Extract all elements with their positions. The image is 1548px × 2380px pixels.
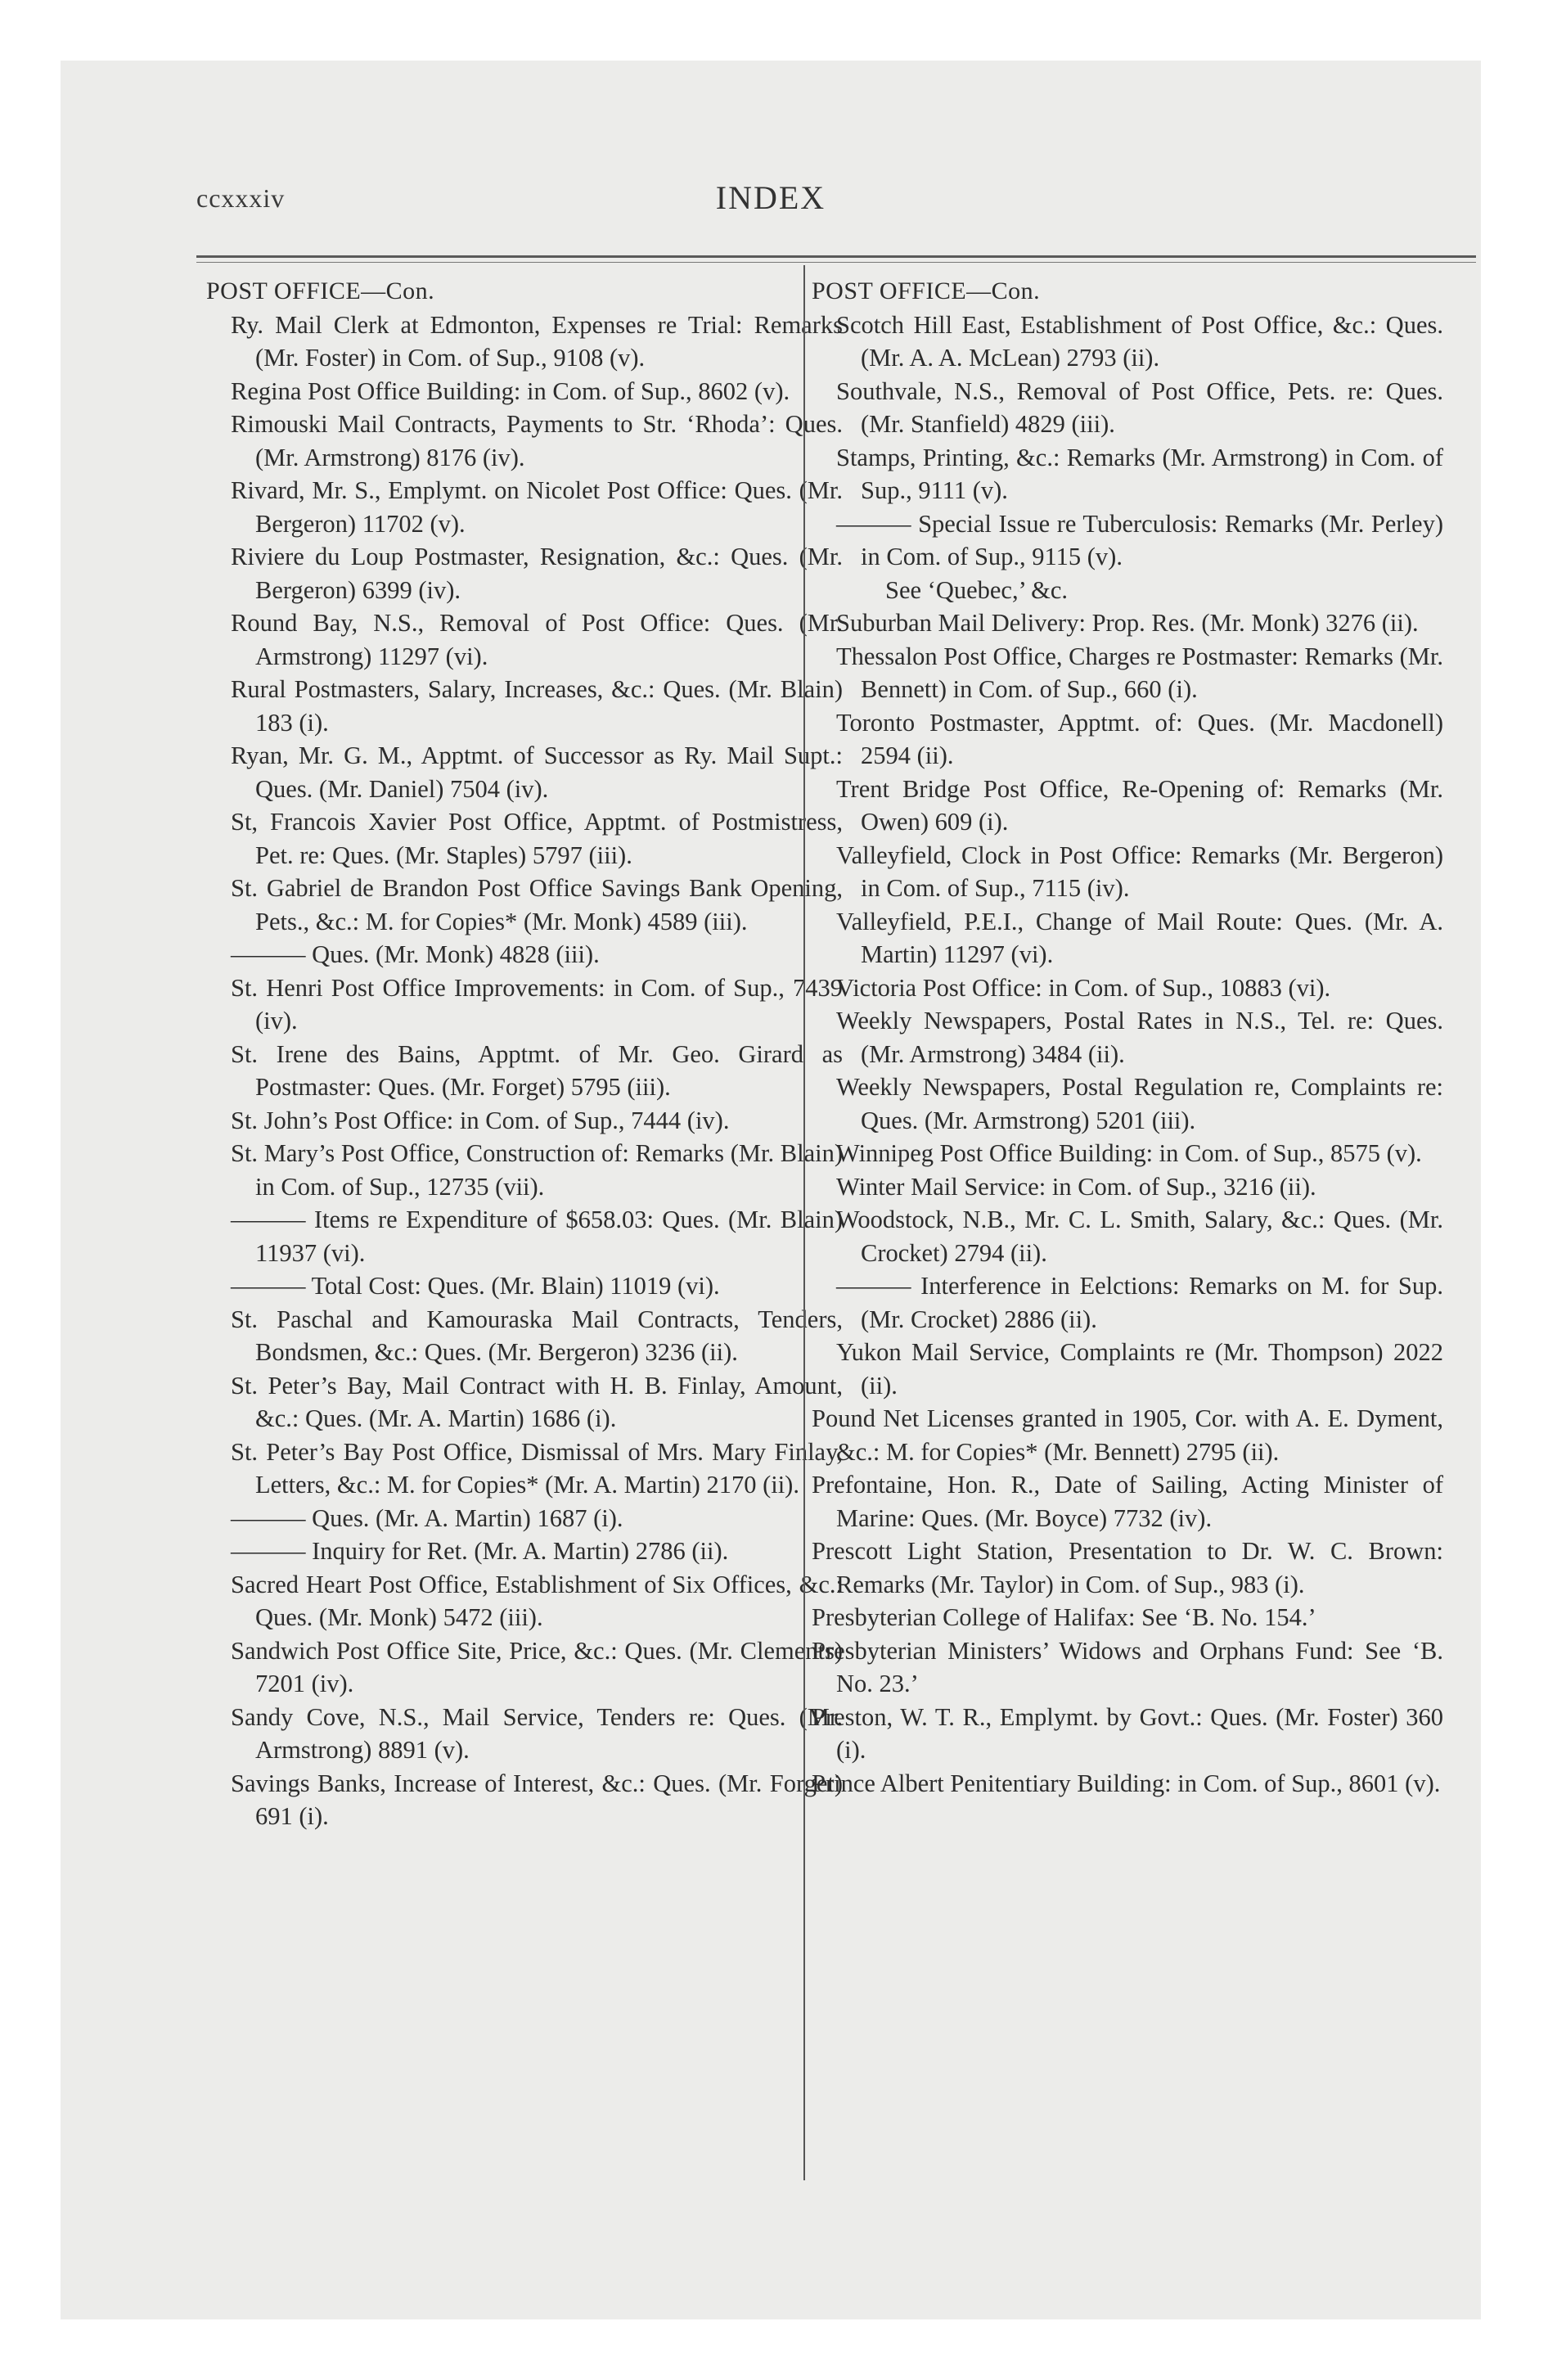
index-entry: St. Henri Post Office Improvements: in Com. of Sup., 7439 (iv). bbox=[231, 973, 843, 1034]
index-entry: ——— Special Issue re Tuberculosis: Remarks (Mr. Perley) in Com. of Sup., 9115 (v). bbox=[836, 509, 1443, 570]
index-entry: ——— Ques. (Mr. Monk) 4828 (iii). bbox=[231, 940, 600, 968]
index-entry: St. Gabriel de Brandon Post Office Savings Bank Opening, Pets., &c.: M. for Copies* (Mr. Monk) 4589 (iii). bbox=[231, 874, 843, 935]
index-entry: Winter Mail Service: in Com. of Sup., 3216 (ii). bbox=[836, 1172, 1316, 1201]
index-entry: St. John’s Post Office: in Com. of Sup., 7444 (iv). bbox=[231, 1106, 730, 1134]
index-page bbox=[61, 61, 1481, 2319]
index-entry: Southvale, N.S., Removal of Post Office, Pets. re: Ques. (Mr. Stanfield) 4829 (iii). bbox=[836, 376, 1443, 438]
index-entry: St. Paschal and Kamouraska Mail Contracts, Tenders, Bondsmen, &c.: Ques. (Mr. Bergeron) 3236 (ii). bbox=[231, 1305, 843, 1366]
index-entry: ——— Interference in Eelctions: Remarks on M. for Sup. (Mr. Crocket) 2886 (ii). bbox=[836, 1272, 1443, 1333]
index-entry: Rivard, Mr. S., Emplymt. on Nicolet Post Office: Ques. (Mr. Bergeron) 11702 (v). bbox=[231, 476, 843, 538]
right-column bbox=[812, 275, 1443, 1800]
index-entry: Stamps, Printing, &c.: Remarks (Mr. Armstrong) in Com. of Sup., 9111 (v). bbox=[836, 443, 1443, 504]
index-entry: Regina Post Office Building: in Com. of Sup., 8602 (v). bbox=[231, 376, 790, 405]
page-number: ccxxxiv bbox=[196, 183, 286, 213]
index-entry: Toronto Postmaster, Apptmt. of: Ques. (Mr. Macdonell) 2594 (ii). bbox=[836, 708, 1443, 769]
index-entry: Presbyterian Ministers’ Widows and Orphans Fund: See ‘B. No. 23.’ bbox=[812, 1636, 1443, 1697]
index-entry: Ryan, Mr. G. M., Apptmt. of Successor as Ry. Mail Supt.: Ques. (Mr. Daniel) 7504 (iv). bbox=[231, 741, 843, 803]
header-rule bbox=[196, 255, 1476, 263]
index-entry: Weekly Newspapers, Postal Rates in N.S., Tel. re: Ques. (Mr. Armstrong) 3484 (ii). bbox=[836, 1007, 1443, 1068]
index-entry: Presbyterian College of Halifax: See ‘B. No. 154.’ bbox=[812, 1603, 1316, 1631]
index-entry: Savings Banks, Increase of Interest, &c.: Ques. (Mr. Forget) 691 (i). bbox=[231, 1769, 843, 1830]
right-column-heading: POST OFFICE—Con. bbox=[812, 277, 1041, 304]
index-entry: Suburban Mail Delivery: Prop. Res. (Mr. Monk) 3276 (ii). bbox=[836, 609, 1419, 637]
index-entry: Round Bay, N.S., Removal of Post Office: Ques. (Mr. Armstrong) 11297 (vi). bbox=[231, 609, 843, 670]
index-entry: ——— Inquiry for Ret. (Mr. A. Martin) 2786 (ii). bbox=[231, 1537, 729, 1565]
index-entry: ——— Ques. (Mr. A. Martin) 1687 (i). bbox=[231, 1503, 623, 1532]
index-entry: Woodstock, N.B., Mr. C. L. Smith, Salary, &c.: Ques. (Mr. Crocket) 2794 (ii). bbox=[836, 1206, 1443, 1267]
index-entry: Winnipeg Post Office Building: in Com. of Sup., 8575 (v). bbox=[836, 1139, 1422, 1167]
index-entry: Valleyfield, Clock in Post Office: Remarks (Mr. Bergeron) in Com. of Sup., 7115 (iv). bbox=[836, 841, 1443, 902]
running-title: INDEX bbox=[715, 179, 826, 216]
index-entry: Rural Postmasters, Salary, Increases, &c.: Ques. (Mr. Blain) 183 (i). bbox=[231, 675, 843, 737]
index-entry: Scotch Hill East, Establishment of Post Office, &c.: Ques. (Mr. A. A. McLean) 2793 (ii). bbox=[836, 310, 1443, 372]
index-entry: Prescott Light Station, Presentation to Dr. W. C. Brown: Remarks (Mr. Taylor) in Com. of Sup., 983 (i). bbox=[812, 1537, 1443, 1598]
right-entry-list bbox=[812, 309, 1443, 1801]
left-column-heading: POST OFFICE—Con. bbox=[206, 277, 435, 304]
index-entry: Victoria Post Office: in Com. of Sup., 10883 (vi). bbox=[836, 973, 1331, 1002]
index-entry: ——— Total Cost: Ques. (Mr. Blain) 11019 (vi). bbox=[231, 1272, 720, 1300]
index-entry: Yukon Mail Service, Complaints re (Mr. Thompson) 2022 (ii). bbox=[836, 1338, 1443, 1400]
column-divider bbox=[803, 265, 805, 2180]
index-entry: Sacred Heart Post Office, Establishment of Six Offices, &c.: Ques. (Mr. Monk) 5472 (iii). bbox=[231, 1570, 843, 1631]
index-entry: St. Mary’s Post Office, Construction of: Remarks (Mr. Blain) in Com. of Sup., 12735 (vii). bbox=[231, 1139, 843, 1201]
index-entry: Weekly Newspapers, Postal Regulation re, Complaints re: Ques. (Mr. Armstrong) 5201 (iii). bbox=[836, 1073, 1443, 1134]
index-entry: St. Irene des Bains, Apptmt. of Mr. Geo. Girard as Postmaster: Ques. (Mr. Forget) 5795 (iii). bbox=[231, 1039, 843, 1101]
index-entry: Preston, W. T. R., Emplymt. by Govt.: Ques. (Mr. Foster) 360 (i). bbox=[812, 1702, 1443, 1764]
index-entry: Valleyfield, P.E.I., Change of Mail Route: Ques. (Mr. A. Martin) 11297 (vi). bbox=[836, 907, 1443, 968]
page-header bbox=[61, 179, 1481, 232]
index-entry: St. Peter’s Bay Post Office, Dismissal of Mrs. Mary Finlay, Letters, &c.: M. for Copies* (Mr. A. Martin) 2170 (ii). bbox=[231, 1437, 843, 1499]
index-entry: Rimouski Mail Contracts, Payments to Str. ‘Rhoda’: Ques. (Mr. Armstrong) 8176 (iv). bbox=[231, 410, 843, 471]
index-entry: Pound Net Licenses granted in 1905, Cor. with A. E. Dyment, &c.: M. for Copies* (Mr. Bennett) 2795 (ii). bbox=[812, 1404, 1443, 1466]
index-entry: Thessalon Post Office, Charges re Postmaster: Remarks (Mr. Bennett) in Com. of Sup., 660 (i). bbox=[836, 642, 1443, 703]
index-entry: Prefontaine, Hon. R., Date of Sailing, Acting Minister of Marine: Ques. (Mr. Boyce) 7732 (iv). bbox=[812, 1471, 1443, 1532]
index-entry: Sandwich Post Office Site, Price, &c.: Ques. (Mr. Clements) 7201 (iv). bbox=[231, 1636, 843, 1697]
index-entry: ——— Items re Expenditure of $658.03: Ques. (Mr. Blain) 11937 (vi). bbox=[231, 1206, 843, 1267]
index-entry: Ry. Mail Clerk at Edmonton, Expenses re Trial: Remarks (Mr. Foster) in Com. of Sup., 9108 (v). bbox=[231, 310, 843, 372]
index-entry: See ‘Quebec,’ &c. bbox=[885, 575, 1068, 604]
index-entry: St, Francois Xavier Post Office, Apptmt. of Postmistress, Pet. re: Ques. (Mr. Staples) 5797 (iii). bbox=[231, 808, 843, 869]
index-entry: Prince Albert Penitentiary Building: in Com. of Sup., 8601 (v). bbox=[812, 1769, 1441, 1797]
index-entry: Trent Bridge Post Office, Re-Opening of: Remarks (Mr. Owen) 609 (i). bbox=[836, 774, 1443, 836]
left-column bbox=[206, 275, 843, 1833]
index-entry: Sandy Cove, N.S., Mail Service, Tenders re: Ques. (Mr. Armstrong) 8891 (v). bbox=[231, 1702, 843, 1764]
left-entry-list bbox=[206, 309, 843, 1833]
index-entry: St. Peter’s Bay, Mail Contract with H. B. Finlay, Amount, &c.: Ques. (Mr. A. Martin) 1686 (i). bbox=[231, 1371, 843, 1432]
index-entry: Riviere du Loup Postmaster, Resignation, &c.: Ques. (Mr. Bergeron) 6399 (iv). bbox=[231, 543, 843, 604]
